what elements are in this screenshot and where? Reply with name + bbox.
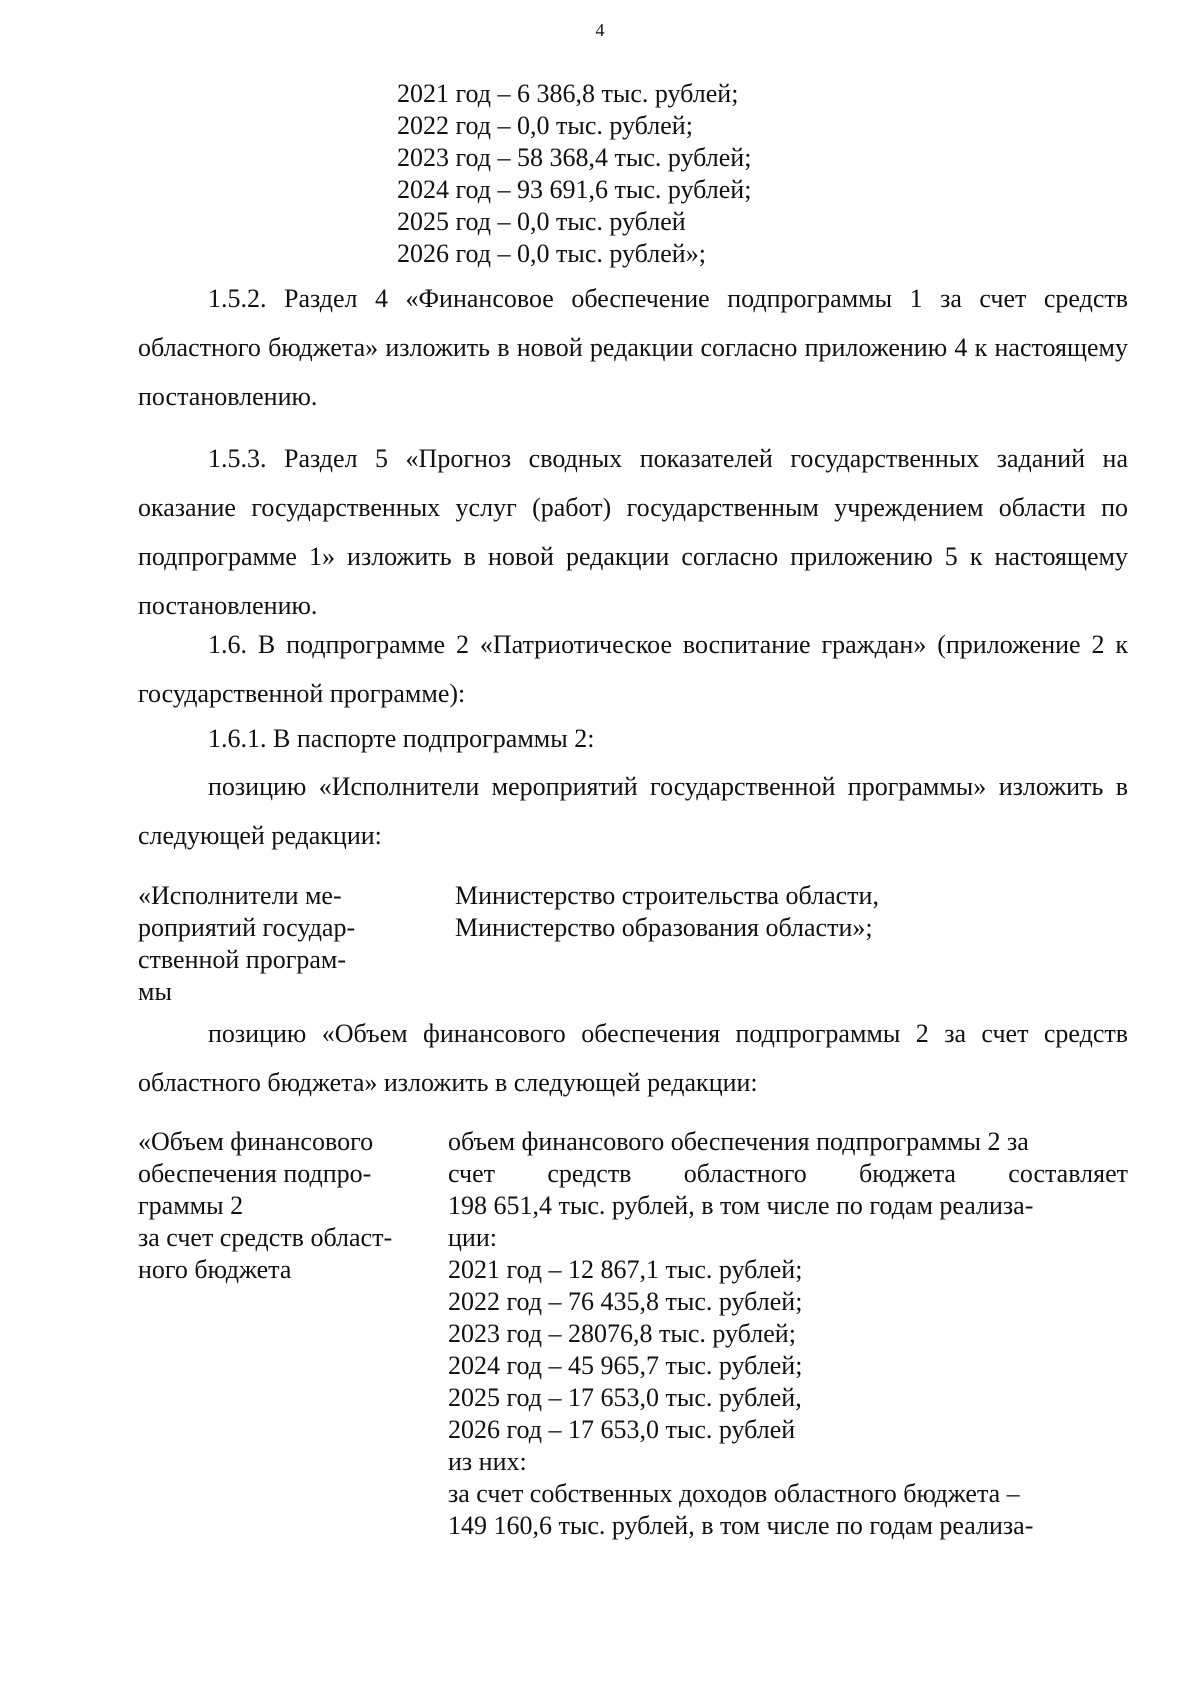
executors-table: [138, 880, 1128, 1010]
page-number: 4: [595, 20, 605, 40]
year-line: 2025 год – 0,0 тыс. рублей: [397, 207, 686, 236]
paragraph-position-executors: позицию «Исполнители мероприятий государственной программы» изложить в следующей редакции:: [138, 772, 1128, 850]
top-year-list: [397, 78, 751, 270]
paragraph-1-6: 1.6. В подпрограмме 2 «Патриотическое воспитание граждан» (приложение 2 к государственной программе):: [138, 630, 1128, 708]
paragraph-position-finance: позицию «Объем финансового обеспечения подпрограммы 2 за счет средств областного бюджета» изложить в следующей редакции:: [138, 1019, 1128, 1097]
paragraph-1-5-2: 1.5.2. Раздел 4 «Финансовое обеспечение подпрограммы 1 за счет средств областного бюджета» изложить в новой редакции согласно приложению 4 к настоящему постановлению.: [138, 284, 1128, 411]
year-line: 2024 год – 93 691,6 тыс. рублей;: [397, 175, 752, 204]
year-line: 2022 год – 0,0 тыс. рублей;: [397, 111, 693, 140]
finance-table: [138, 1126, 1128, 1566]
executors-value: Министерство строительства области, Министерство образования области»;: [455, 881, 879, 942]
finance-value: объем финансового обеспечения подпрограммы 2 за счет средств областного бюджета составляет 198 651,4 тыс. рублей, в том числе по годам реализа- ции: 2021 год – 12 867,1 тыс. рублей; 2022 год – 76 435,8 тыс. рублей; 2023 год – 28076,8 тыс. рублей; 2024 год – 45 965,7 тыс. рублей; 2025 год – 17 653,0 тыс. рублей, 2026 год – 17 653,0 тыс. рублей из них: за счет собственных доходов областного бюджета – 149 160,6 тыс. рублей, в том числе по годам реализа-: [448, 1127, 1128, 1540]
year-line: 2021 год – 6 386,8 тыс. рублей;: [397, 79, 739, 108]
paragraph-1-6-1: 1.6.1. В паспорте подпрограммы 2:: [208, 724, 595, 753]
year-line: 2026 год – 0,0 тыс. рублей»;: [397, 239, 706, 268]
executors-label: «Исполнители ме- роприятий государ- ственной програм- мы: [138, 881, 356, 1006]
paragraph-1-5-3: 1.5.3. Раздел 5 «Прогноз сводных показателей государственных заданий на оказание государственных услуг (работ) государственным учреждением области по подпрограмме 1» изложить в новой редакции согласно приложению 5 к настоящему постановлению.: [138, 444, 1128, 620]
finance-label: «Объем финансового обеспечения подпро- граммы 2 за счет средств област- ного бюджета: [138, 1127, 393, 1284]
year-line: 2023 год – 58 368,4 тыс. рублей;: [397, 143, 752, 172]
